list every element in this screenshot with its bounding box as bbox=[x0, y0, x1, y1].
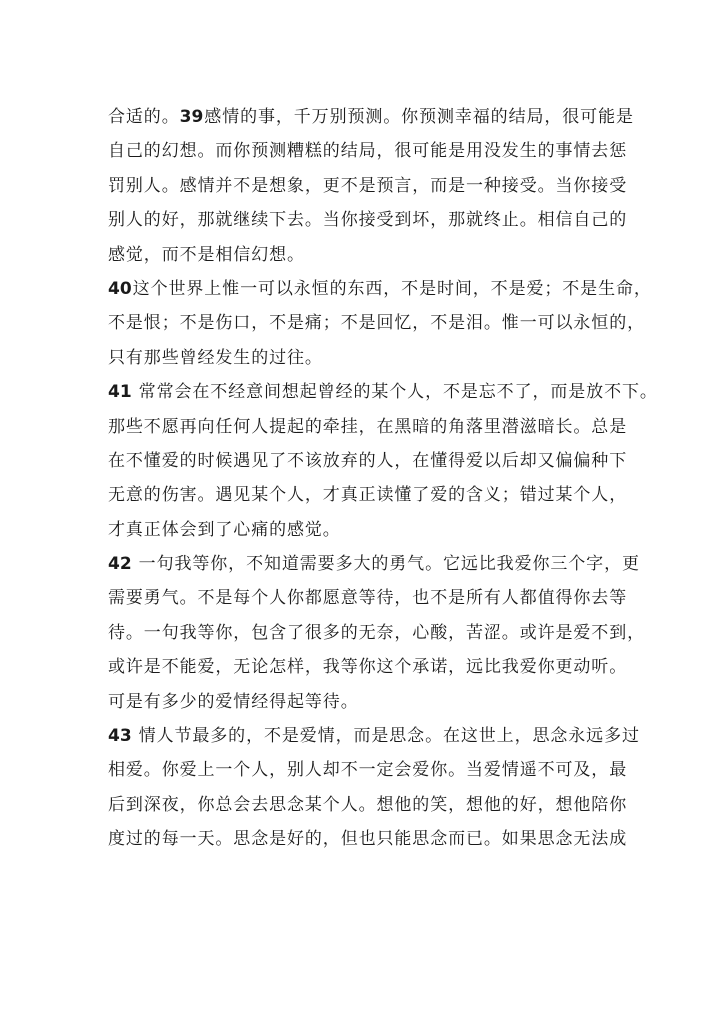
text-line bbox=[108, 169, 628, 203]
line-text: 需要勇气。不是每个人你都愿意等待，也不是所有人都值得你去等 bbox=[108, 588, 628, 609]
line-text: 或许是不能爱，无论怎样，我等你这个承诺，远比我爱你更动听。 bbox=[108, 657, 628, 678]
line-text: 感情的事，千万别预测。你预测幸福的结局，很可能是 bbox=[204, 107, 634, 127]
text-line bbox=[108, 822, 628, 856]
text-line bbox=[108, 134, 628, 168]
text-line bbox=[108, 478, 628, 512]
line-text: 那些不愿再向任何人提起的牵挂，在黑暗的角落里潜滋暗长。总是 bbox=[108, 416, 628, 437]
item-number: 42 bbox=[108, 554, 132, 575]
line-text: 才真正体会到了心痛的感觉。 bbox=[108, 519, 341, 540]
line-text: 只有那些曾经发生的过往。 bbox=[108, 347, 323, 368]
line-text: 这个世界上惟一可以永恒的东西，不是时间，不是爱；不是生命， bbox=[132, 278, 652, 299]
item-number: 40 bbox=[108, 278, 132, 299]
text-line bbox=[108, 410, 628, 444]
line-text: 待。一句我等你，包含了很多的无奈，心酸，苦涩。或许是爱不到， bbox=[108, 622, 645, 643]
line-text: 无意的伤害。遇见某个人，才真正读懂了爱的含义；错过某个人， bbox=[108, 485, 628, 506]
document-page bbox=[108, 100, 658, 857]
line-text: 自己的幻想。而你预测糟糕的结局，很可能是用没发生的事情去惩 bbox=[108, 141, 628, 162]
line-text: 后到深夜，你总会去思念某个人。想他的笑，想他的好，想他陪你 bbox=[108, 794, 628, 815]
text-line bbox=[108, 272, 652, 306]
text-line bbox=[108, 238, 628, 272]
item-number: 43 bbox=[108, 726, 132, 747]
line-text: 度过的每一天。思念是好的，但也只能思念而已。如果思念无法成 bbox=[108, 829, 628, 850]
line-text: 可是有多少的爱情经得起等待。 bbox=[108, 691, 359, 712]
item-number: 39 bbox=[179, 107, 204, 127]
text-line bbox=[108, 444, 628, 478]
line-text: 别人的好，那就继续下去。当你接受到坏，那就终止。相信自己的 bbox=[108, 210, 628, 231]
text-line bbox=[108, 341, 628, 375]
text-line bbox=[108, 203, 628, 237]
line-prefix: 合适的。 bbox=[108, 107, 180, 127]
text-line bbox=[108, 547, 640, 581]
text-line bbox=[108, 788, 628, 822]
text-line bbox=[108, 375, 658, 409]
text-line bbox=[108, 685, 628, 719]
text-line bbox=[108, 719, 640, 753]
line-text: 常常会在不经意间想起曾经的某个人，不是忘不了，而是放不下。 bbox=[138, 382, 658, 403]
line-text: 相爱。你爱上一个人，别人却不一定会爱你。当爱情遥不可及，最 bbox=[108, 760, 628, 781]
line-text: 不是恨；不是伤口，不是痛；不是回忆，不是泪。惟一可以永恒的， bbox=[108, 313, 645, 334]
text-line bbox=[108, 513, 628, 547]
item-number: 41 bbox=[108, 382, 132, 403]
text-line bbox=[108, 753, 628, 787]
line-text: 在不懂爱的时候遇见了不该放弃的人，在懂得爱以后却又偏偏种下 bbox=[108, 450, 628, 471]
text-line bbox=[108, 650, 628, 684]
line-text: 情人节最多的，不是爱情，而是思念。在这世上，思念永远多过 bbox=[138, 726, 640, 747]
text-line bbox=[108, 581, 628, 615]
text-line bbox=[108, 616, 645, 650]
line-text: 感觉，而不是相信幻想。 bbox=[108, 244, 305, 265]
text-line bbox=[108, 306, 645, 340]
text-line bbox=[108, 100, 634, 134]
line-text: 一句我等你，不知道需要多大的勇气。它远比我爱你三个字，更 bbox=[138, 554, 640, 575]
line-text: 罚别人。感情并不是想象，更不是预言，而是一种接受。当你接受 bbox=[108, 175, 628, 196]
